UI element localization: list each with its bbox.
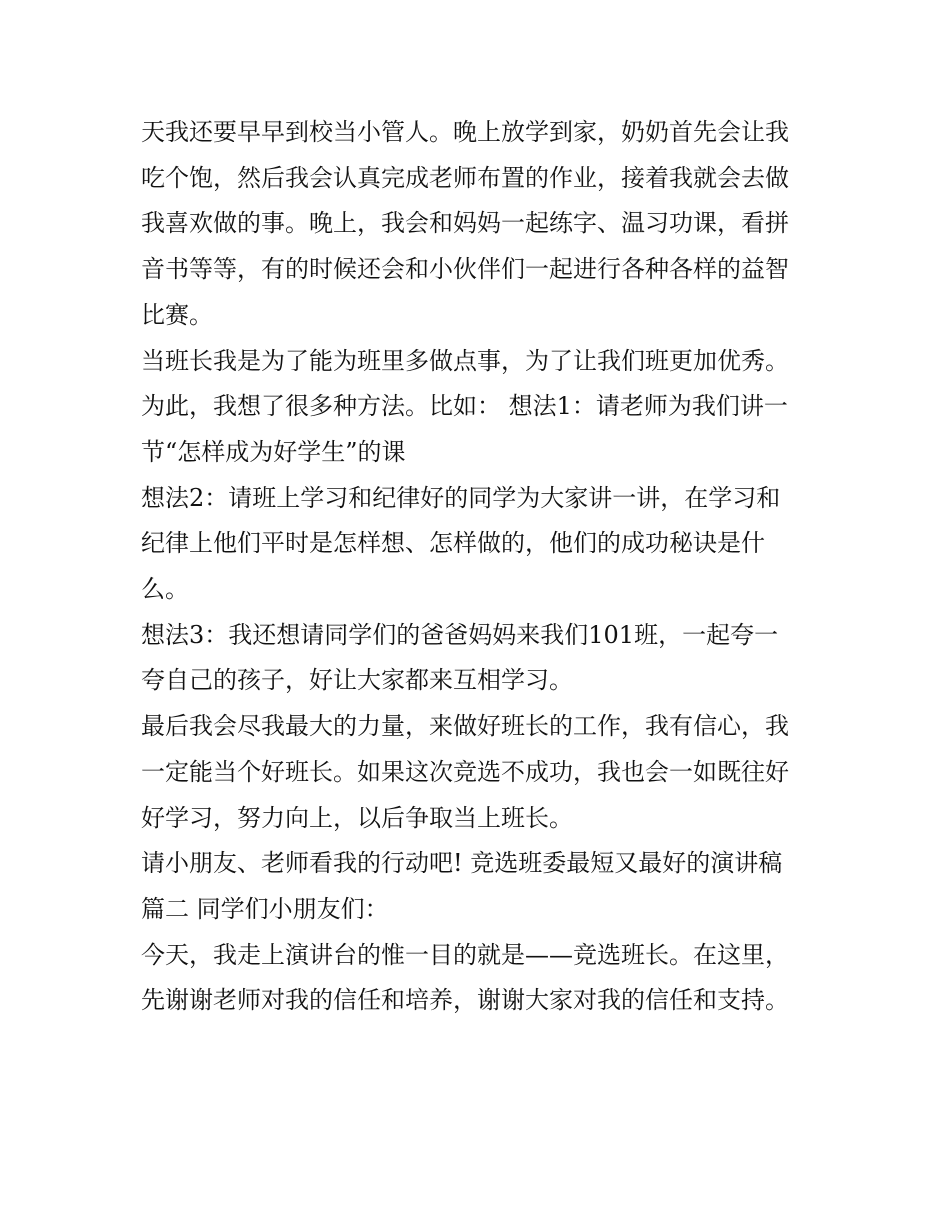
text-line: 节“怎样成为好学生”的课	[141, 437, 406, 466]
text-line: 想法3：我还想请同学们的爸爸妈妈来我们101班，一起夸一	[141, 620, 779, 649]
text-line: 最后我会尽我最大的力量，来做好班长的工作，我有信心，我	[141, 712, 789, 741]
paragraph-2	[141, 339, 821, 476]
text-line: 音书等等，有的时候还会和小伙伴们一起进行各种各样的益智	[141, 255, 789, 284]
text-line: 天我还要早早到校当小管人。晚上放学到家，奶奶首先会让我	[141, 118, 789, 146]
text-line: 今天，我走上演讲台的惟一目的就是——竞选班长。在这里，	[141, 940, 789, 969]
text-line: 好学习，努力向上，以后争取当上班长。	[141, 803, 573, 832]
paragraph-7	[141, 933, 821, 1024]
text-line: 么。	[141, 575, 189, 604]
paragraph-4	[141, 613, 821, 704]
document-body	[141, 110, 821, 1024]
text-line: 当班长我是为了能为班里多做点事，为了让我们班更加优秀。	[141, 346, 789, 375]
text-line: 篇二 同学们小朋友们：	[141, 894, 389, 923]
text-line: 一定能当个好班长。如果这次竞选不成功，我也会一如既往好	[141, 757, 789, 786]
text-line: 我喜欢做的事。晚上，我会和妈妈一起练字、温习功课，看拼	[141, 209, 789, 238]
text-line: 夸自己的孩子，好让大家都来互相学习。	[141, 666, 573, 695]
text-line: 想法2：请班上学习和纪律好的同学为大家讲一讲，在学习和	[141, 483, 781, 512]
text-line: 先谢谢老师对我的信任和培养，谢谢大家对我的信任和支持。	[141, 986, 789, 1015]
text-line: 比赛。	[141, 300, 213, 329]
paragraph-3	[141, 476, 821, 613]
text-line: 为此，我想了很多种方法。比如： 想法1：请老师为我们讲一	[141, 392, 788, 421]
paragraph-1	[141, 110, 821, 339]
text-line: 吃个饱，然后我会认真完成老师布置的作业，接着我就会去做	[141, 163, 789, 192]
paragraph-6	[141, 841, 821, 932]
paragraph-5	[141, 704, 821, 841]
text-line: 纪律上他们平时是怎样想、怎样做的，他们的成功秘诀是什	[141, 529, 765, 558]
text-line: 请小朋友、老师看我的行动吧! 竞选班委最短又最好的演讲稿	[141, 849, 783, 878]
